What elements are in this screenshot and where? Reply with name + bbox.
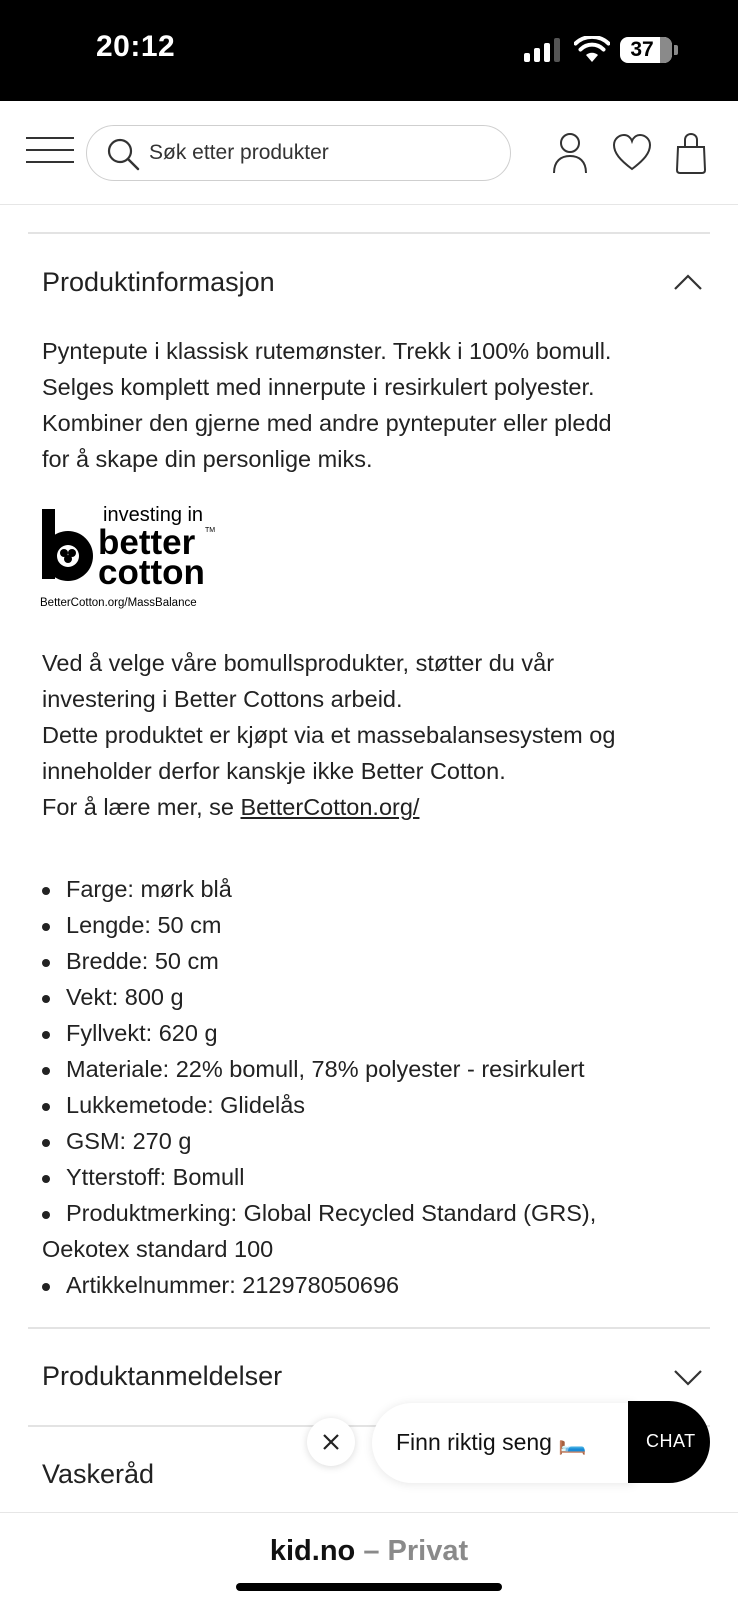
divider (28, 1327, 710, 1329)
product-description: Pyntepute i klassisk rutemønster. Trekk i 100% bomull. Selges komplett med innerpute i resirkulert polyester. Kombiner den gjerne med andre pynteputer eller pledd for å skape din personlige miks. (42, 338, 612, 472)
better-cotton-logo (40, 501, 220, 611)
logo-line3: cotton (98, 553, 205, 592)
browsing-mode: Privat (387, 1535, 469, 1567)
close-button[interactable] (307, 1418, 355, 1466)
close-icon (321, 1432, 341, 1452)
wifi-icon (574, 36, 610, 64)
bag-icon[interactable] (674, 131, 708, 175)
battery-level: 37 (630, 38, 654, 61)
site-domain: kid.no (269, 1535, 356, 1567)
list-item: Farge: mørk blå (42, 871, 722, 907)
status-bar (0, 0, 738, 101)
list-item: GSM: 270 g (42, 1123, 722, 1159)
logo-url: BetterCotton.org/MassBalance (40, 597, 197, 609)
product-info-title[interactable]: Produktinformasjon (42, 267, 275, 297)
list-item: Materiale: 22% bomull, 78% polyester - resirkulert (42, 1051, 722, 1087)
site-header (0, 101, 738, 205)
list-item-continuation: Oekotex standard 100 (42, 1236, 274, 1262)
user-icon[interactable] (550, 131, 590, 175)
chat-label: CHAT (646, 1431, 696, 1451)
status-time: 20:12 (96, 30, 176, 63)
chevron-up-icon[interactable] (673, 273, 703, 291)
site-address[interactable] (0, 1535, 738, 1568)
chevron-down-icon[interactable] (673, 1369, 703, 1387)
browser-bottom-bar (0, 1512, 738, 1600)
washing-title[interactable]: Vaskeråd (42, 1459, 155, 1489)
menu-icon[interactable] (26, 135, 74, 167)
list-item: Fyllvekt: 620 g (42, 1015, 722, 1051)
logo-line2: better (98, 523, 196, 562)
list-item: Produktmerking: Global Recycled Standard (GRS), (42, 1195, 722, 1231)
list-item: Vekt: 800 g (42, 979, 722, 1015)
site-separator: – (355, 1535, 388, 1567)
search-icon (105, 136, 141, 172)
find-bed-label: Finn riktig seng 🛏️ (396, 1429, 587, 1455)
divider (28, 232, 710, 234)
heart-icon[interactable] (612, 131, 652, 175)
cellular-signal-icon (524, 38, 562, 62)
list-item: Artikkelnummer: 212978050696 (42, 1267, 722, 1303)
search-input[interactable] (149, 136, 489, 170)
better-cotton-link[interactable]: BetterCotton.org/ (240, 794, 420, 820)
reviews-title[interactable]: Produktanmeldelser (42, 1361, 283, 1391)
home-indicator[interactable] (236, 1583, 502, 1591)
search-bar[interactable] (86, 125, 511, 181)
battery-icon (620, 37, 672, 63)
logo-line1: investing in (103, 504, 204, 526)
learn-more-text: For å lære mer, se (42, 794, 241, 820)
chat-button[interactable] (628, 1401, 710, 1483)
better-cotton-text: Ved å velge våre bomullsprodukter, støtter du vår investering i Better Cottons arbeid. Dette produktet er kjøpt via et massebalansesystem og inneholder derfor kanskje ikke Better Cotton. For å lære mer, se BetterCotton.org/ (42, 650, 616, 820)
list-item: Lengde: 50 cm (42, 907, 722, 943)
logo-tm: TM (205, 527, 216, 534)
list-item: Lukkemetode: Glidelås (42, 1087, 722, 1123)
specs-list (42, 871, 722, 1303)
list-item: Bredde: 50 cm (42, 943, 722, 979)
find-bed-button[interactable] (372, 1403, 634, 1483)
list-item: Ytterstoff: Bomull (42, 1159, 722, 1195)
